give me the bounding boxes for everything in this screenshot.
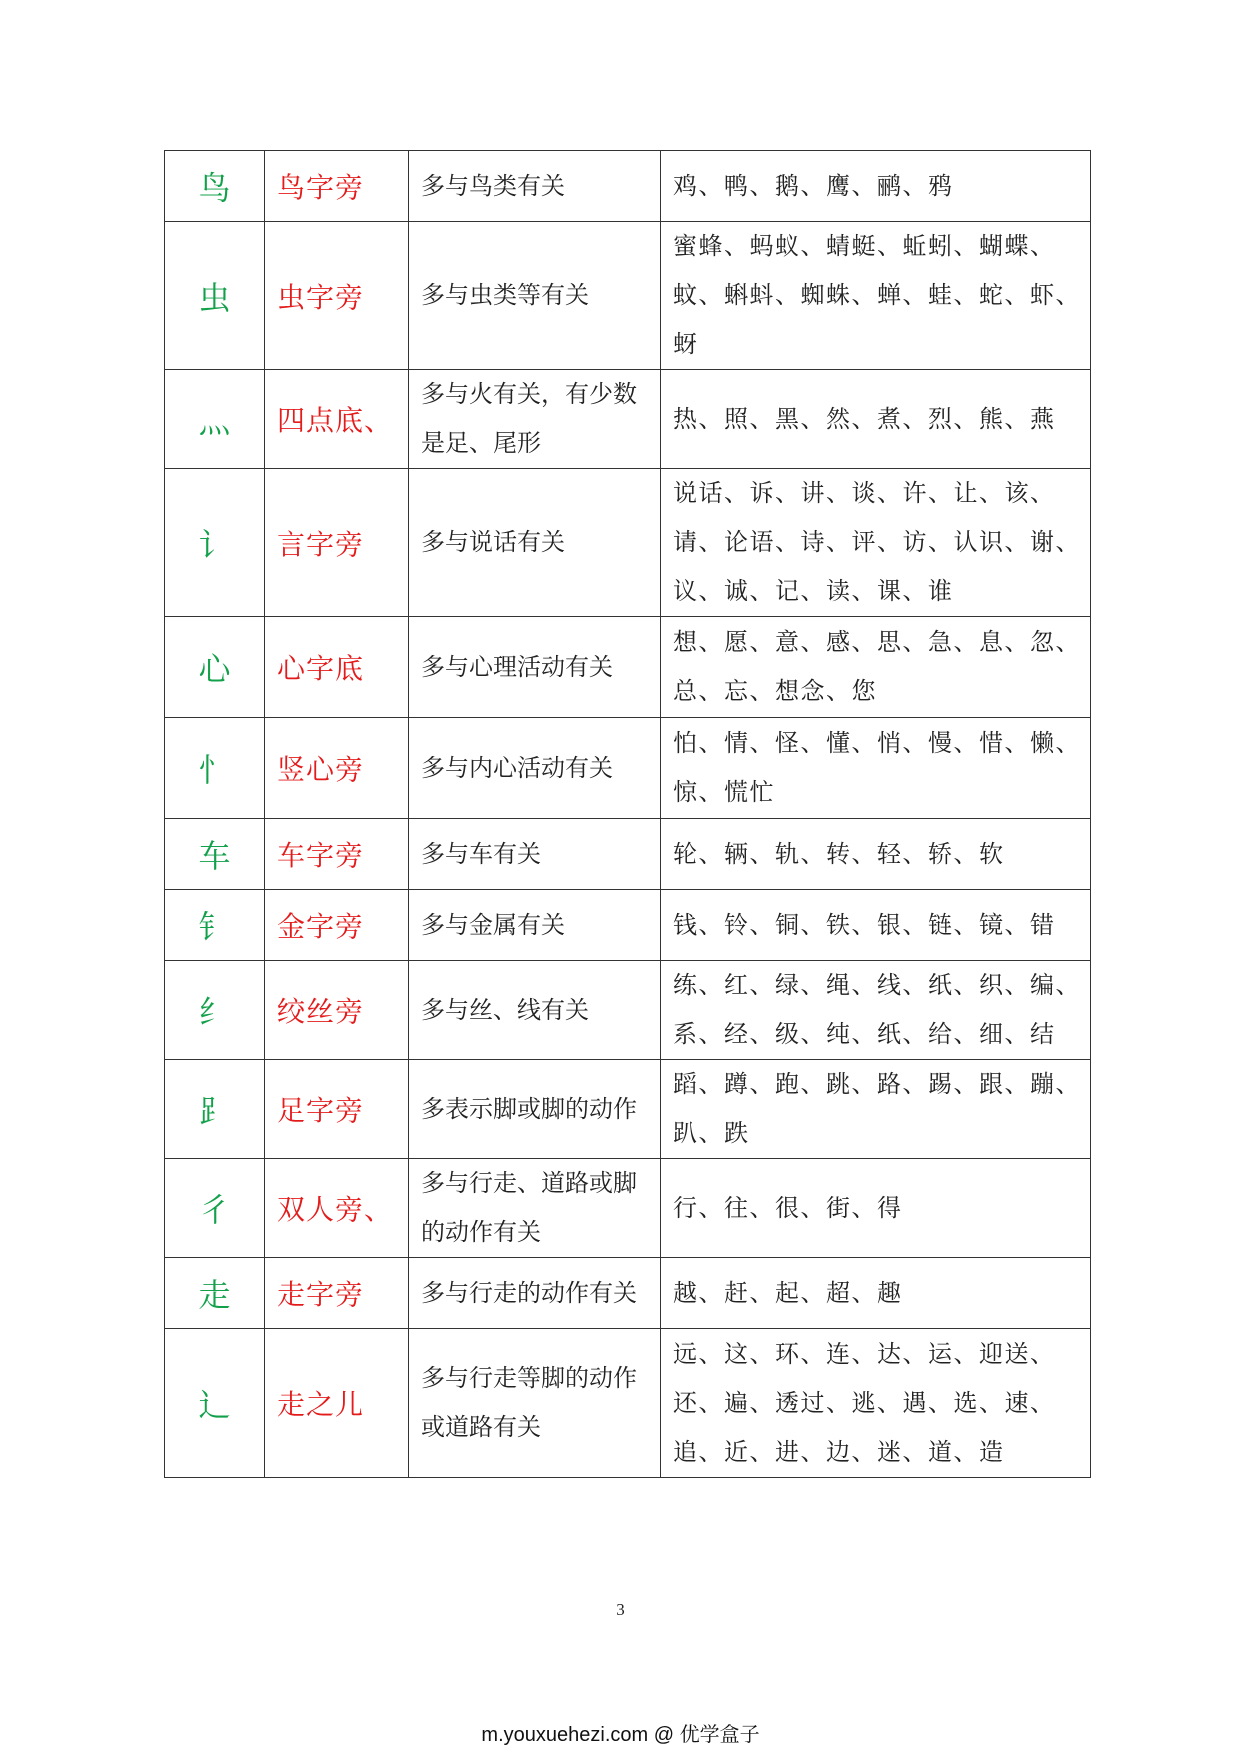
radical-name-cell: 车字旁: [265, 819, 409, 890]
radical-cell: 忄: [165, 718, 265, 819]
radical-cell: 彳: [165, 1159, 265, 1258]
radical-name-cell: 双人旁、: [265, 1159, 409, 1258]
examples-cell: 想、愿、意、感、思、急、息、忽、总、忘、想念、您: [661, 617, 1091, 718]
table-row: [165, 222, 1091, 370]
table-row: [165, 370, 1091, 469]
radical-cell: 车: [165, 819, 265, 890]
footer-watermark: m.youxuehezi.com @ 优学盒子: [481, 1724, 760, 1746]
table-row: [165, 1159, 1091, 1258]
radical-cell: 心: [165, 617, 265, 718]
examples-cell: 热、照、黑、然、煮、烈、熊、燕: [661, 370, 1091, 469]
radical-name-cell: 走之儿: [265, 1329, 409, 1478]
radical-cell: 鸟: [165, 151, 265, 222]
radical-name-cell: 竖心旁: [265, 718, 409, 819]
meaning-cell: 多表示脚或脚的动作: [409, 1060, 661, 1159]
radical-cell: 走: [165, 1258, 265, 1329]
examples-cell: 远、这、环、连、达、运、迎送、还、遍、透过、逃、遇、选、速、追、近、进、边、迷、道、造: [661, 1329, 1091, 1478]
radical-cell: 讠: [165, 469, 265, 617]
radical-name-cell: 金字旁: [265, 890, 409, 961]
examples-cell: 练、红、绿、绳、线、纸、织、编、系、经、级、纯、纸、给、细、结: [661, 961, 1091, 1060]
table-row: [165, 151, 1091, 222]
table-row: [165, 819, 1091, 890]
radical-name-cell: 足字旁: [265, 1060, 409, 1159]
meaning-cell: 多与行走的动作有关: [409, 1258, 661, 1329]
radical-cell: 虫: [165, 222, 265, 370]
examples-cell: 钱、铃、铜、铁、银、链、镜、错: [661, 890, 1091, 961]
meaning-cell: 多与行走、道路或脚的动作有关: [409, 1159, 661, 1258]
table-row: [165, 1060, 1091, 1159]
radical-name-cell: 鸟字旁: [265, 151, 409, 222]
meaning-cell: 多与说话有关: [409, 469, 661, 617]
examples-cell: 轮、辆、轨、转、轻、轿、软: [661, 819, 1091, 890]
examples-cell: 怕、情、怪、懂、悄、慢、惜、懒、惊、慌忙: [661, 718, 1091, 819]
table-row: [165, 617, 1091, 718]
meaning-cell: 多与行走等脚的动作或道路有关: [409, 1329, 661, 1478]
radical-cell: 纟: [165, 961, 265, 1060]
table-row: [165, 961, 1091, 1060]
examples-cell: 越、赶、起、超、趣: [661, 1258, 1091, 1329]
radical-name-cell: 心字底: [265, 617, 409, 718]
examples-cell: 蜜蜂、蚂蚁、蜻蜓、蚯蚓、蝴蝶、蚊、蝌蚪、蜘蛛、蝉、蛙、蛇、虾、蚜: [661, 222, 1091, 370]
examples-cell: 鸡、鸭、鹅、鹰、鹂、鸦: [661, 151, 1091, 222]
table-row: [165, 718, 1091, 819]
radical-cell: 钅: [165, 890, 265, 961]
radical-cell: 辶: [165, 1329, 265, 1478]
radical-name-cell: 绞丝旁: [265, 961, 409, 1060]
table-row: [165, 469, 1091, 617]
page-number: 3: [616, 1600, 625, 1619]
meaning-cell: 多与金属有关: [409, 890, 661, 961]
examples-cell: 蹈、蹲、跑、跳、路、踢、跟、蹦、趴、跌: [661, 1060, 1091, 1159]
radical-name-cell: 虫字旁: [265, 222, 409, 370]
meaning-cell: 多与内心活动有关: [409, 718, 661, 819]
examples-cell: 行、往、很、街、得: [661, 1159, 1091, 1258]
radical-cell: 灬: [165, 370, 265, 469]
meaning-cell: 多与鸟类有关: [409, 151, 661, 222]
table-row: [165, 1258, 1091, 1329]
radical-cell: ⻊: [165, 1060, 265, 1159]
meaning-cell: 多与火有关，有少数是足、尾形: [409, 370, 661, 469]
radical-name-cell: 四点底、: [265, 370, 409, 469]
meaning-cell: 多与心理活动有关: [409, 617, 661, 718]
radical-table: [164, 150, 1091, 1478]
meaning-cell: 多与虫类等有关: [409, 222, 661, 370]
table-row: [165, 1329, 1091, 1478]
radical-name-cell: 走字旁: [265, 1258, 409, 1329]
radical-name-cell: 言字旁: [265, 469, 409, 617]
meaning-cell: 多与丝、线有关: [409, 961, 661, 1060]
table-row: [165, 890, 1091, 961]
meaning-cell: 多与车有关: [409, 819, 661, 890]
examples-cell: 说话、诉、讲、谈、许、让、该、请、论语、诗、评、访、认识、谢、议、诚、记、读、课、谁: [661, 469, 1091, 617]
